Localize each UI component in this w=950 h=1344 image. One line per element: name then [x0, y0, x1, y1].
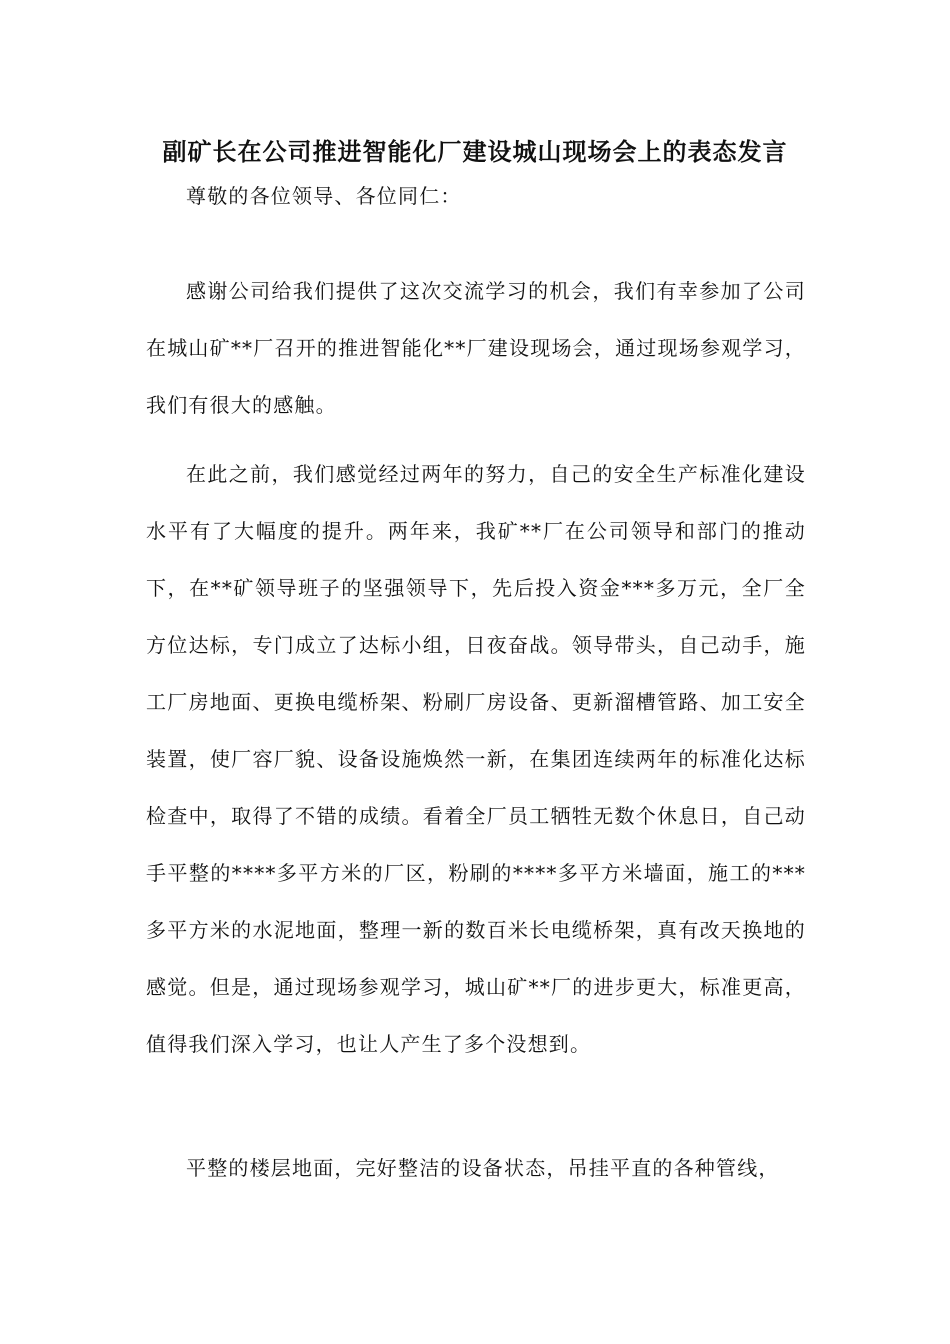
- paragraph-2: 在此之前，我们感觉经过两年的努力，自己的安全生产标准化建设水平有了大幅度的提升。两年来，我矿**厂在公司领导和部门的推动下，在**矿领导班子的坚强领导下，先后投入资金***多万元，全厂全方位达标，专门成立了达标小组，日夜奋战。领导带头，自己动手，施工厂房地面、更换电缆桥架、粉刷厂房设备、更新溜槽管路、加工安全装置，使厂容厂貌、设备设施焕然一新，在集团连续两年的标准化达标检查中，取得了不错的成绩。看着全厂员工牺牲无数个休息日，自己动手平整的****多平方米的厂区，粉刷的****多平方米墙面，施工的***多平方米的水泥地面，整理一新的数百米长电缆桥架，真有改天换地的感觉。但是，通过现场参观学习，城山矿**厂的进步更大，标准更高，值得我们深入学习，也让人产生了多个没想到。: [146, 462, 806, 1056]
- document-title: 副矿长在公司推进智能化厂建设城山现场会上的表态发言: [162, 137, 788, 166]
- paragraph-3: 平整的楼层地面，完好整洁的设备状态，吊挂平直的各种管线，: [186, 1156, 780, 1180]
- paragraph-1: 感谢公司给我们提供了这次交流学习的机会，我们有幸参加了公司在城山矿**厂召开的推进智能化**厂建设现场会，通过现场参观学习，我们有很大的感触。: [146, 279, 806, 417]
- salutation: 尊敬的各位领导、各位同仁：: [186, 184, 462, 208]
